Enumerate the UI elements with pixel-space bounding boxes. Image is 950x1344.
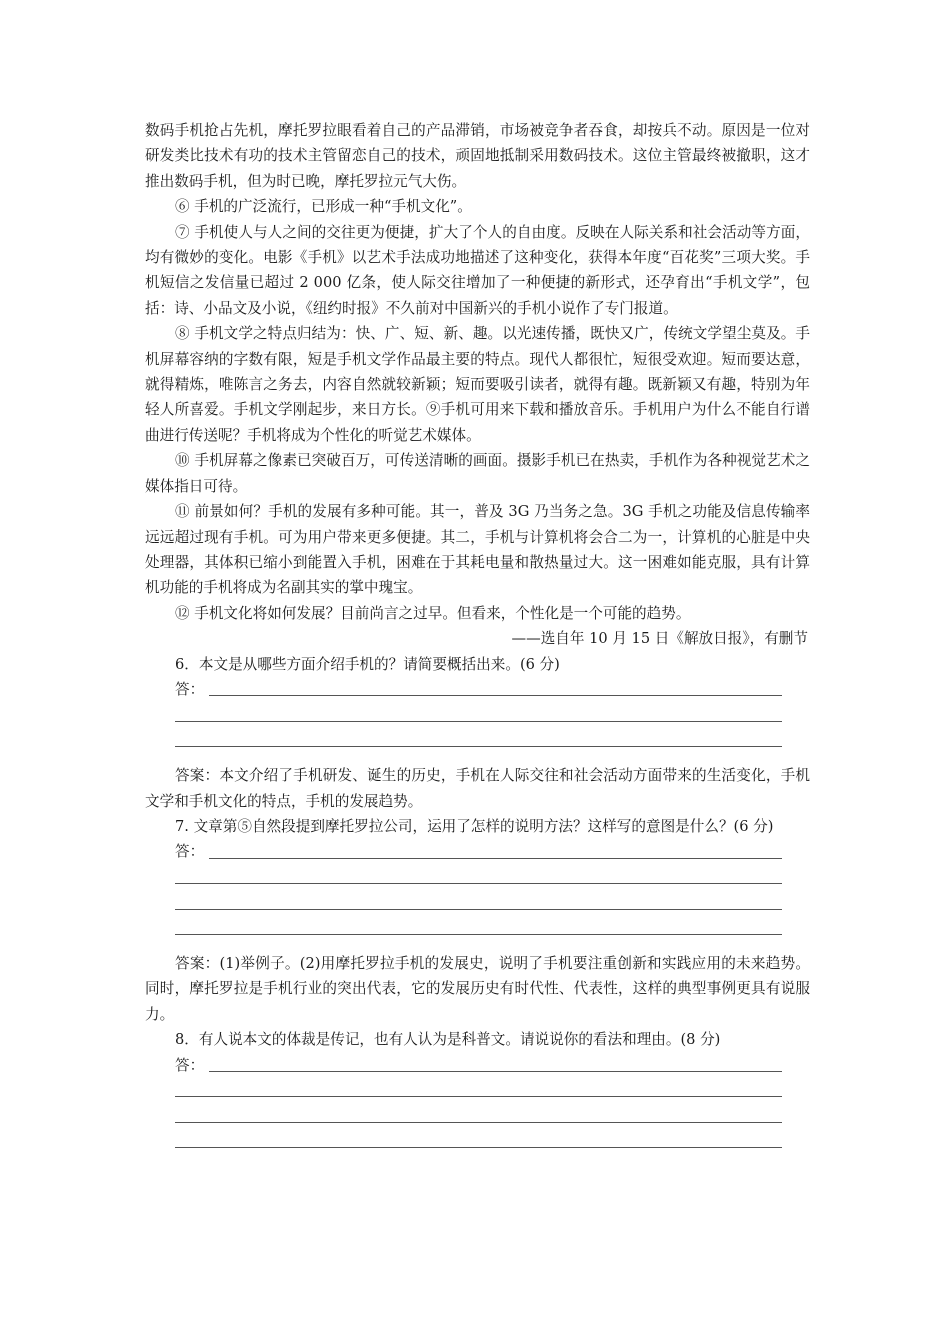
- answer-label: 答：: [175, 843, 205, 861]
- paragraph-12: ⑫ 手机文化将如何发展？目前尚言之过早。但看来，个性化是一个可能的趋势。: [175, 604, 691, 622]
- answer-line[interactable]: [145, 1129, 810, 1154]
- answer-7: 答案：(1)举例子。(2)用摩托罗拉手机的发展史，说明了手机要注重创新和实践应用的未来趋势。同时，摩托罗拉是手机行业的突出代表，它的发展历史有时代性、代表性，这样的典型事例更具有说服力。: [145, 954, 810, 1023]
- answer-line[interactable]: [145, 1103, 810, 1128]
- answer-line[interactable]: [145, 890, 810, 915]
- paragraph-6: ⑥ 手机的广泛流行，已形成一种“手机文化”。: [175, 198, 472, 216]
- question-8: 8．有人说本文的体裁是传记，也有人认为是科普文。请说说你的看法和理由。(8 分): [175, 1031, 721, 1049]
- question-6: 6．本文是从哪些方面介绍手机的？请简要概括出来。(6 分): [175, 655, 560, 673]
- document-page: [145, 118, 810, 1154]
- answer-line[interactable]: [145, 865, 810, 890]
- answer-underline: [209, 695, 782, 696]
- answer-line[interactable]: [145, 677, 810, 702]
- answer-line[interactable]: [145, 728, 810, 753]
- answer-underline: [209, 1071, 782, 1072]
- answer-underline: [175, 934, 782, 935]
- paragraph-11: ⑪ 前景如何？手机的发展有多种可能。其一，普及 3G 乃当务之急。3G 手机之功能及信息传输率远远超过现有手机。可为用户带来更多便捷。其二，手机与计算机将会合二为一，计算机的心脏是中央处理器，其体积已缩小到能置入手机，困难在于其耗电量和散热量过大。这一困难如能克服，具有计算机功能的手机将成为名副其实的掌中瑰宝。: [145, 503, 810, 597]
- answer-underline: [175, 1122, 782, 1123]
- answer-underline: [175, 909, 782, 910]
- answer-underline: [175, 1096, 782, 1097]
- answer-label: 答：: [175, 1056, 205, 1074]
- answer-underline: [175, 1147, 782, 1148]
- answer-line[interactable]: [145, 1078, 810, 1103]
- answer-line[interactable]: [145, 1053, 810, 1078]
- answer-6: 答案：本文介绍了手机研发、诞生的历史，手机在人际交往和社会活动方面带来的生活变化，手机文学和手机文化的特点，手机的发展趋势。: [145, 767, 810, 810]
- answer-label: 答：: [175, 680, 205, 698]
- paragraph-5-continued: 数码手机抢占先机，摩托罗拉眼看着自己的产品滞销，市场被竞争者吞食，却按兵不动。原因是一位对研发类比技术有功的技术主管留恋自己的技术，顽固地抵制采用数码技术。这位主管最终被撤职，这才推出数码手机，但为时已晚，摩托罗拉元气大伤。: [145, 122, 810, 190]
- answer-underline: [209, 858, 782, 859]
- paragraph-10: ⑩ 手机屏幕之像素已突破百万，可传送清晰的画面。摄影手机已在热卖，手机作为各种视觉艺术之媒体指日可待。: [145, 452, 810, 495]
- paragraph-8: ⑧ 手机文学之特点归结为：快、广、短、新、趣。以光速传播，既快又广，传统文学望尘莫及。手机屏幕容纳的字数有限，短是手机文学作品最主要的特点。现代人都很忙，短很受欢迎。短而要达意，就得精炼，唯陈言之务去，内容自然就较新颖；短而要吸引读者，就得有趣。既新颖又有趣，特别为年轻人所喜爱。手机文学刚起步，来日方长。⑨手机可用来下载和播放音乐。手机用户为什么不能自行谱曲进行传送呢？手机将成为个性化的听觉艺术媒体。: [145, 325, 810, 444]
- answer-underline: [175, 721, 782, 722]
- question-7: 7. 文章第⑤自然段提到摩托罗拉公司，运用了怎样的说明方法？这样写的意图是什么？(6 分): [175, 817, 774, 835]
- answer-line[interactable]: [145, 702, 810, 727]
- answer-underline: [175, 883, 782, 884]
- source-citation: ——选自年 10 月 15 日《解放日报》，有删节: [511, 630, 808, 648]
- answer-line[interactable]: [145, 839, 810, 864]
- answer-underline: [175, 746, 782, 747]
- answer-line[interactable]: [145, 916, 810, 941]
- paragraph-7: ⑦ 手机使人与人之间的交往更为便捷，扩大了个人的自由度。反映在人际关系和社会活动等方面，均有微妙的变化。电影《手机》以艺术手法成功地描述了这种变化，获得本年度“百花奖”三项大奖。手机短信之发信量已超过 2 000 亿条，使人际交往增加了一种便捷的新形式，还孕育出“手机文学”，包括：诗、小品文及小说，《纽约时报》不久前对中国新兴的手机小说作了专门报道。: [145, 223, 810, 317]
